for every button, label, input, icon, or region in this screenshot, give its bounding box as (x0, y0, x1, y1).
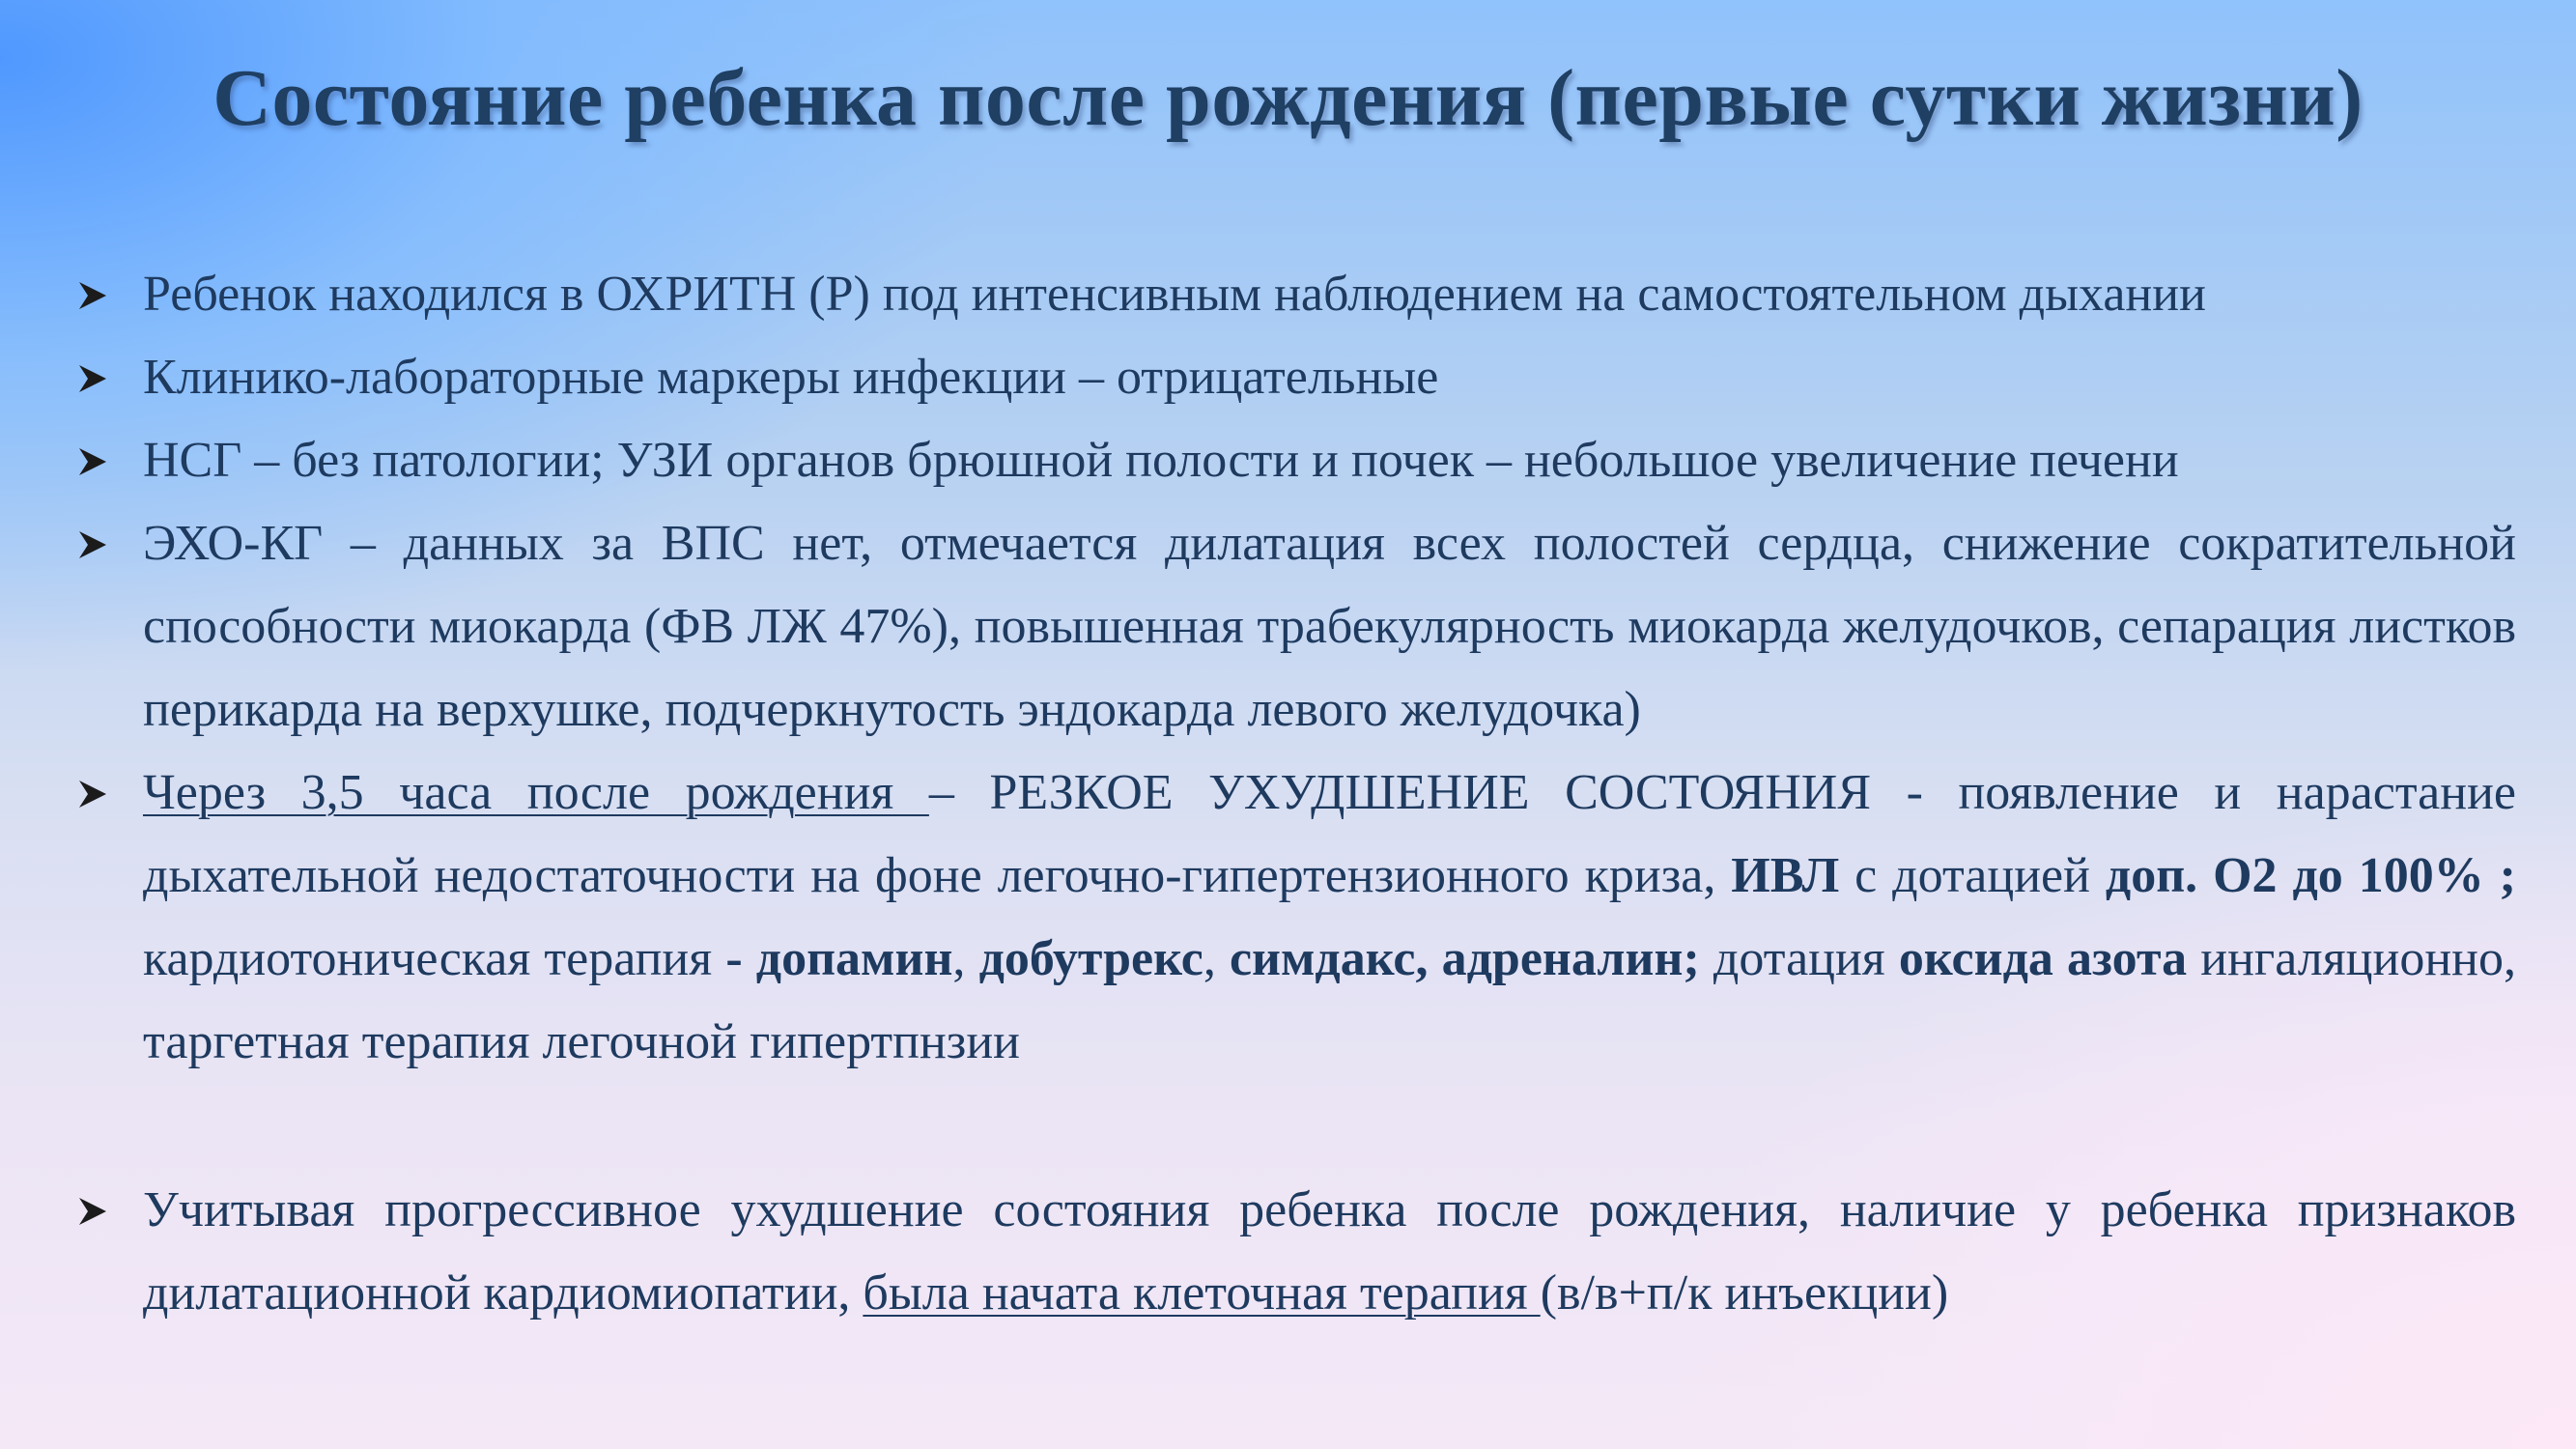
arrowhead-bullet-icon (77, 1196, 108, 1227)
bullet-text: (в/в+п/к инъекции) (1540, 1265, 1949, 1321)
bullet-text: , (1203, 931, 1230, 986)
arrowhead-bullet-icon (77, 779, 108, 810)
slide-title: Состояние ребенка после рождения (первые сутки жизни) (212, 53, 2364, 143)
bullet-text: ЭХО-КГ – данных за ВПС нет, отмечается дилатация всех полостей сердца, снижение сократительной способности миокарда (ФВ ЛЖ 47%), повышенная трабекулярность миокарда желудочков, сепарация листков перикарда на верхушке, подчеркнутость эндокарда левого желудочка) (143, 516, 2516, 737)
bullet-text: Ребенок находился в ОХРИТН (Р) под интенсивным наблюдением на самостоятельном дыхании (143, 267, 2206, 322)
bullet-text: кардиотоническая терапия (143, 931, 726, 986)
bullet-text: с дотацией (1839, 848, 2106, 903)
bullet-bold-text: добутрекс (978, 931, 1203, 986)
bullet-bold-text: - допамин (725, 931, 953, 986)
bullet-text: ингаляционно, таргетная терапия легочной гипертпнзии (143, 931, 2516, 1069)
bullet-list (0, 253, 2576, 1335)
bullet-item (0, 752, 2576, 1084)
bullet-text: Клинико-лабораторные маркеры инфекции – отрицательные (143, 350, 1439, 405)
bullet-item (0, 253, 2576, 336)
bullet-item (0, 336, 2576, 419)
bullet-text: Учитывая прогрессивное ухудшение состояния ребенка после рождения, наличие у ребенка признаков дилатационной кардиомиопатии, (143, 1182, 2516, 1321)
bullet-text: НСГ – без патологии; УЗИ органов брюшной полости и почек – небольшое увеличение печени (143, 433, 2179, 488)
bullet-text: , (952, 931, 979, 986)
arrowhead-bullet-icon (77, 529, 108, 560)
arrowhead-bullet-icon (77, 280, 108, 311)
bullet-bold-text: симдакс, адреналин; (1229, 931, 1700, 986)
bullet-bold-text: оксида азота (1898, 931, 2188, 986)
bullet-item (0, 419, 2576, 502)
bullet-item (0, 502, 2576, 752)
bullet-underlined-text: Через 3,5 часа после рождения (143, 765, 929, 820)
bullet-text: дотация (1699, 931, 1899, 986)
bullet-text: – РЕЗКОЕ УХУДШЕНИЕ СОСТОЯНИЯ - появление и нарастание дыхательной недостаточности на фоне легочно-гипертензионного криза, (143, 765, 2516, 903)
bullet-underlined-text: была начата клеточная терапия (863, 1265, 1541, 1321)
bullet-item (0, 1169, 2576, 1335)
bullet-bold-text: ИВЛ (1731, 848, 1840, 903)
arrowhead-bullet-icon (77, 363, 108, 394)
bullet-bold-text: доп. О2 до 100% ; (2105, 848, 2516, 903)
arrowhead-bullet-icon (77, 446, 108, 477)
